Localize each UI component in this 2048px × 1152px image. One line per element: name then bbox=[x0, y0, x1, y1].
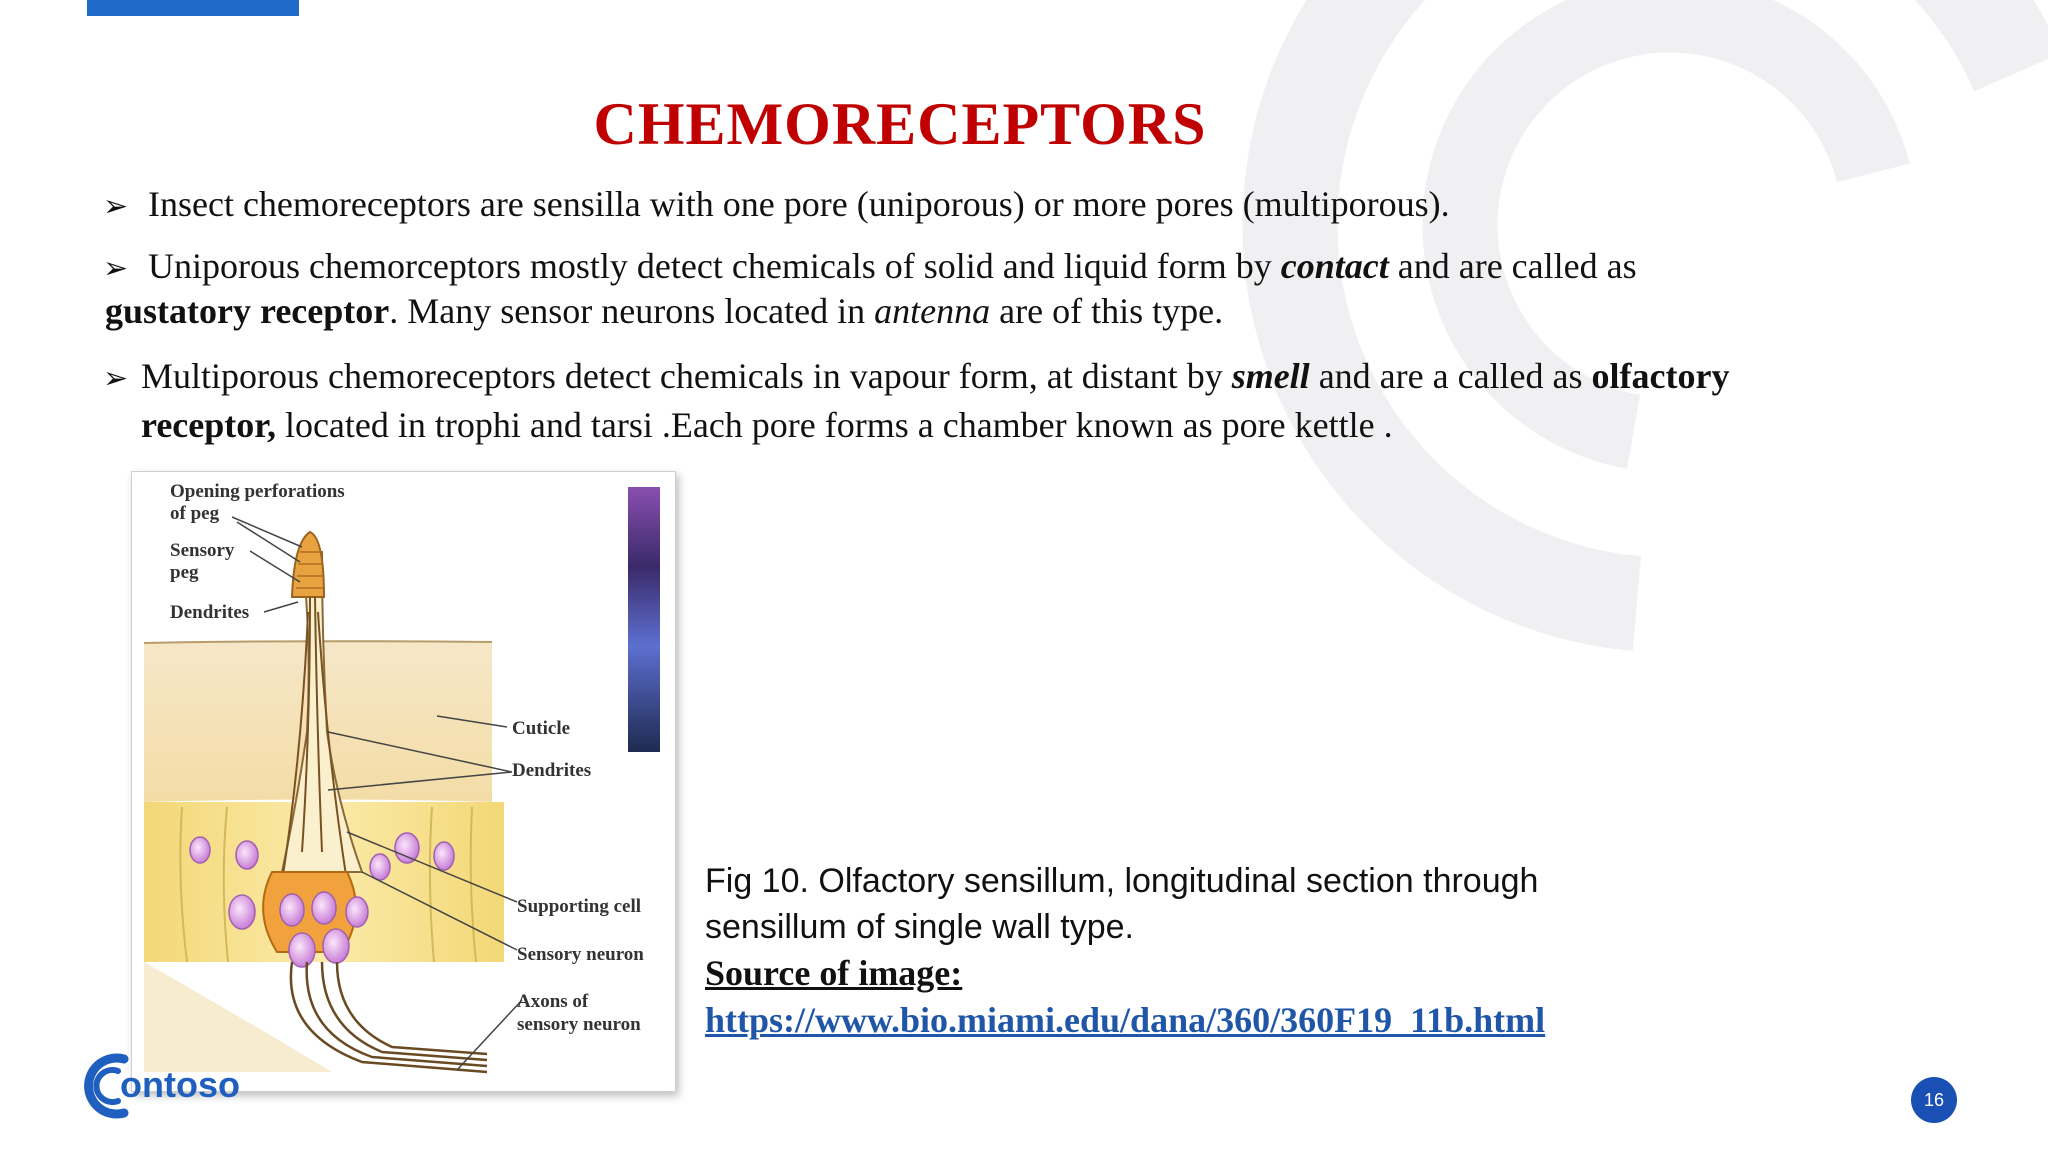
source-url-link[interactable]: https://www.bio.miami.edu/dana/360/360F19_11b.html bbox=[705, 1000, 1546, 1040]
bullet-2-antenna: antenna bbox=[874, 291, 991, 331]
page-number-badge: 16 bbox=[1911, 1077, 1957, 1123]
bullet-3-receptor: receptor, bbox=[141, 405, 276, 445]
bullet-point-2 bbox=[103, 245, 1903, 332]
color-strip bbox=[628, 487, 660, 752]
label-sensory-neuron-axons: sensory neuron bbox=[517, 1014, 641, 1035]
label-sensory: Sensory bbox=[170, 540, 235, 561]
bullet-3-text-e: located in trophi and tarsi .Each pore forms a chamber known as pore kettle . bbox=[275, 405, 1393, 445]
bullet-3-text-a: Multiporous chemoreceptors detect chemicals in vapour form, at distant by bbox=[141, 356, 1232, 396]
bullet-point-3 bbox=[103, 353, 1903, 448]
label-peg: peg bbox=[170, 562, 199, 583]
label-dendrites-mid: Dendrites bbox=[512, 760, 592, 781]
bullet-1-text: Insect chemoreceptors are sensilla with one pore (uniporous) or more pores (multiporous). bbox=[148, 184, 1450, 224]
bullet-3-emphasis-smell: smell bbox=[1231, 356, 1310, 396]
logo-text: ontoso bbox=[120, 1064, 240, 1105]
label-cuticle: Cuticle bbox=[512, 718, 571, 739]
bullet-2-emphasis-contact: contact bbox=[1280, 246, 1389, 286]
arrow-bullet-icon: ➢ bbox=[103, 361, 129, 396]
sensillum-figure bbox=[131, 471, 676, 1092]
label-opening-perforations: Opening perforations bbox=[170, 481, 345, 502]
arrow-bullet-icon: ➢ bbox=[103, 189, 129, 224]
caption-line-2: sensillum of single wall type. bbox=[705, 908, 1134, 946]
sensillum-illustration bbox=[132, 472, 675, 1091]
figure-caption bbox=[705, 858, 1705, 950]
label-supporting-cell: Supporting cell bbox=[517, 896, 642, 917]
top-accent-bar bbox=[87, 0, 299, 16]
caption-line-1: Fig 10. Olfactory sensillum, longitudinal section through bbox=[705, 862, 1539, 900]
source-label: Source of image: bbox=[705, 953, 963, 993]
bullet-2-text-c: and are called as bbox=[1388, 246, 1637, 286]
bullet-3-olfactory: olfactory bbox=[1591, 356, 1730, 396]
label-dendrites-top: Dendrites bbox=[170, 602, 250, 623]
bullet-2-text-a: Uniporous chemorceptors mostly detect chemicals of solid and liquid form by bbox=[148, 246, 1281, 286]
bullet-2-text-e: are of this type. bbox=[990, 291, 1224, 331]
arrow-bullet-icon: ➢ bbox=[103, 251, 129, 286]
bullet-2-text-d: . Many sensor neurons located in bbox=[389, 291, 875, 331]
contoso-logo bbox=[84, 1051, 264, 1121]
bullet-point-1 bbox=[103, 183, 1903, 228]
label-sensory-neuron: Sensory neuron bbox=[517, 944, 644, 965]
label-axons-of: Axons of bbox=[517, 991, 589, 1012]
bullet-2-gustatory: gustatory receptor bbox=[105, 291, 390, 331]
label-of-peg: of peg bbox=[170, 503, 220, 524]
bullet-3-text-c: and are a called as bbox=[1309, 356, 1592, 396]
slide-title: CHEMORECEPTORS bbox=[593, 91, 1207, 157]
